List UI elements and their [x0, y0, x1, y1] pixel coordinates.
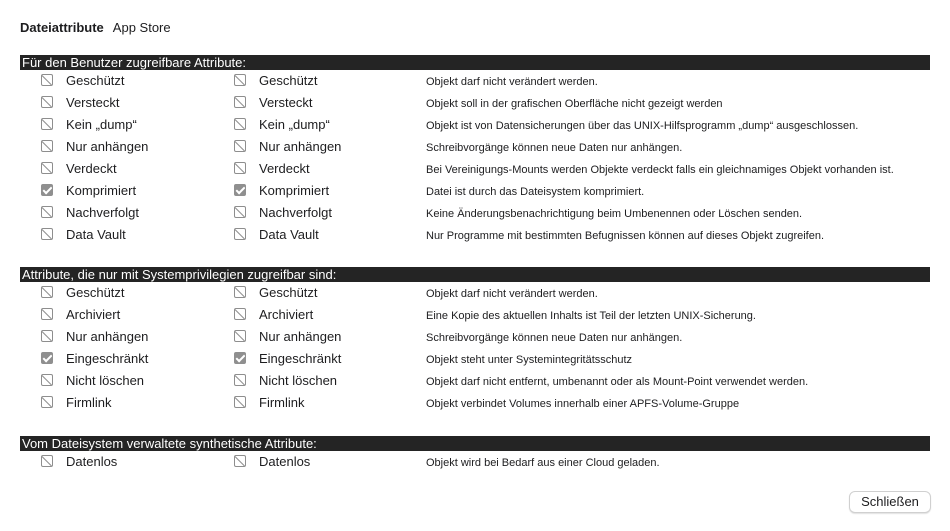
- attribute-label-secondary: Data Vault: [259, 227, 319, 242]
- attribute-checkbox[interactable]: [41, 184, 53, 196]
- attribute-description: Objekt verbindet Volumes innerhalb einer APFS-Volume-Gruppe: [426, 398, 740, 410]
- attribute-row: [20, 326, 930, 348]
- attribute-checkbox[interactable]: [41, 308, 53, 320]
- attribute-label: Geschützt: [66, 285, 125, 300]
- attribute-label: Archiviert: [66, 307, 121, 322]
- attribute-label-secondary: Nicht löschen: [259, 373, 338, 388]
- attribute-label-secondary: Datenlos: [259, 454, 311, 469]
- attribute-label: Geschützt: [66, 73, 125, 88]
- attribute-row: [20, 348, 930, 370]
- attribute-checkbox-secondary[interactable]: [234, 140, 246, 152]
- attribute-checkbox-secondary[interactable]: [234, 162, 246, 174]
- attribute-label: Versteckt: [66, 95, 120, 110]
- attribute-label: Data Vault: [66, 227, 126, 242]
- attribute-checkbox[interactable]: [41, 352, 53, 364]
- attribute-label-secondary: Nachverfolgt: [259, 205, 332, 220]
- dialog-header: [20, 17, 171, 37]
- attribute-description: Objekt darf nicht verändert werden.: [426, 288, 598, 300]
- attribute-checkbox-secondary[interactable]: [234, 352, 246, 364]
- attribute-description: Objekt soll in der grafischen Oberfläche nicht gezeigt werden: [426, 98, 723, 110]
- attribute-label-secondary: Firmlink: [259, 395, 305, 410]
- attribute-checkbox-secondary[interactable]: [234, 228, 246, 240]
- attribute-label-secondary: Verdeckt: [259, 161, 310, 176]
- attribute-label: Datenlos: [66, 454, 118, 469]
- attribute-checkbox[interactable]: [41, 455, 53, 467]
- attribute-label-secondary: Geschützt: [259, 73, 318, 88]
- attribute-label: Nur anhängen: [66, 329, 149, 344]
- attribute-checkbox-secondary[interactable]: [234, 396, 246, 408]
- section-header: Attribute, die nur mit Systemprivilegien zugreifbar sind:: [20, 267, 930, 282]
- attribute-section: [20, 436, 930, 473]
- attribute-checkbox[interactable]: [41, 140, 53, 152]
- attribute-checkbox[interactable]: [41, 162, 53, 174]
- attribute-description: Datei ist durch das Dateisystem komprimiert.: [426, 186, 645, 198]
- attribute-label: Nicht löschen: [66, 373, 145, 388]
- attribute-label-secondary: Kein „dump“: [259, 117, 330, 132]
- attribute-checkbox-secondary[interactable]: [234, 455, 246, 467]
- attribute-checkbox-secondary[interactable]: [234, 206, 246, 218]
- attribute-row: [20, 304, 930, 326]
- attribute-checkbox[interactable]: [41, 374, 53, 386]
- attribute-description: Bei Vereinigungs-Mounts werden Objekte verdeckt falls ein gleichnamiges Objekt vorhanden ist.: [426, 164, 894, 176]
- attribute-label: Komprimiert: [66, 183, 137, 198]
- attribute-label: Nur anhängen: [66, 139, 149, 154]
- section-header: Vom Dateisystem verwaltete synthetische Attribute:: [20, 436, 930, 451]
- attribute-description: Schreibvorgänge können neue Daten nur anhängen.: [426, 332, 683, 344]
- attribute-label-secondary: Nur anhängen: [259, 139, 342, 154]
- attribute-label: Kein „dump“: [66, 117, 137, 132]
- attribute-checkbox-secondary[interactable]: [234, 330, 246, 342]
- attribute-checkbox[interactable]: [41, 118, 53, 130]
- dialog-title: Dateiattribute: [20, 19, 104, 35]
- attribute-checkbox[interactable]: [41, 206, 53, 218]
- attribute-section: [20, 267, 930, 414]
- attribute-label: Verdeckt: [66, 161, 117, 176]
- attribute-row: [20, 158, 930, 180]
- attribute-checkbox-secondary[interactable]: [234, 74, 246, 86]
- attribute-row: [20, 92, 930, 114]
- close-button[interactable]: Schließen: [849, 491, 931, 513]
- attribute-row: [20, 180, 930, 202]
- attribute-label-secondary: Nur anhängen: [259, 329, 342, 344]
- attribute-row: [20, 451, 930, 473]
- attribute-description: Objekt darf nicht verändert werden.: [426, 76, 598, 88]
- attribute-label-secondary: Archiviert: [259, 307, 314, 322]
- attribute-checkbox-secondary[interactable]: [234, 118, 246, 130]
- attribute-row: [20, 202, 930, 224]
- attribute-checkbox-secondary[interactable]: [234, 184, 246, 196]
- attribute-description: Nur Programme mit bestimmten Befugnissen können auf dieses Objekt zugreifen.: [426, 230, 825, 242]
- attribute-label-secondary: Komprimiert: [259, 183, 330, 198]
- attribute-checkbox[interactable]: [41, 228, 53, 240]
- attribute-label: Nachverfolgt: [66, 205, 139, 220]
- attribute-description: Eine Kopie des aktuellen Inhalts ist Teil der letzten UNIX-Sicherung.: [426, 310, 756, 322]
- attribute-checkbox[interactable]: [41, 286, 53, 298]
- attribute-description: Schreibvorgänge können neue Daten nur anhängen.: [426, 142, 683, 154]
- dialog-subtitle: App Store: [112, 19, 171, 35]
- attribute-row: [20, 224, 930, 246]
- attribute-label: Eingeschränkt: [66, 351, 149, 366]
- attribute-checkbox[interactable]: [41, 74, 53, 86]
- attribute-label-secondary: Geschützt: [259, 285, 318, 300]
- attribute-checkbox-secondary[interactable]: [234, 308, 246, 320]
- attribute-row: [20, 370, 930, 392]
- attribute-label: Firmlink: [66, 395, 112, 410]
- attribute-row: [20, 114, 930, 136]
- section-header: Für den Benutzer zugreifbare Attribute:: [20, 55, 930, 70]
- attribute-description: Objekt wird bei Bedarf aus einer Cloud geladen.: [426, 457, 660, 469]
- attribute-label-secondary: Eingeschränkt: [259, 351, 342, 366]
- attribute-row: [20, 70, 930, 92]
- attribute-label-secondary: Versteckt: [259, 95, 313, 110]
- attribute-description: Objekt ist von Datensicherungen über das UNIX-Hilfsprogramm „dump“ ausgeschlossen.: [426, 120, 859, 132]
- attribute-row: [20, 392, 930, 414]
- attribute-checkbox-secondary[interactable]: [234, 286, 246, 298]
- attribute-checkbox-secondary[interactable]: [234, 374, 246, 386]
- attribute-checkbox-secondary[interactable]: [234, 96, 246, 108]
- attribute-description: Objekt steht unter Systemintegritätsschutz: [426, 354, 633, 366]
- attribute-row: [20, 136, 930, 158]
- attribute-description: Objekt darf nicht entfernt, umbenannt oder als Mount-Point verwendet werden.: [426, 376, 809, 388]
- attribute-row: [20, 282, 930, 304]
- attribute-section: [20, 55, 930, 246]
- attribute-checkbox[interactable]: [41, 330, 53, 342]
- attribute-description: Keine Änderungsbenachrichtigung beim Umbenennen oder Löschen senden.: [426, 208, 803, 220]
- attribute-checkbox[interactable]: [41, 396, 53, 408]
- attribute-checkbox[interactable]: [41, 96, 53, 108]
